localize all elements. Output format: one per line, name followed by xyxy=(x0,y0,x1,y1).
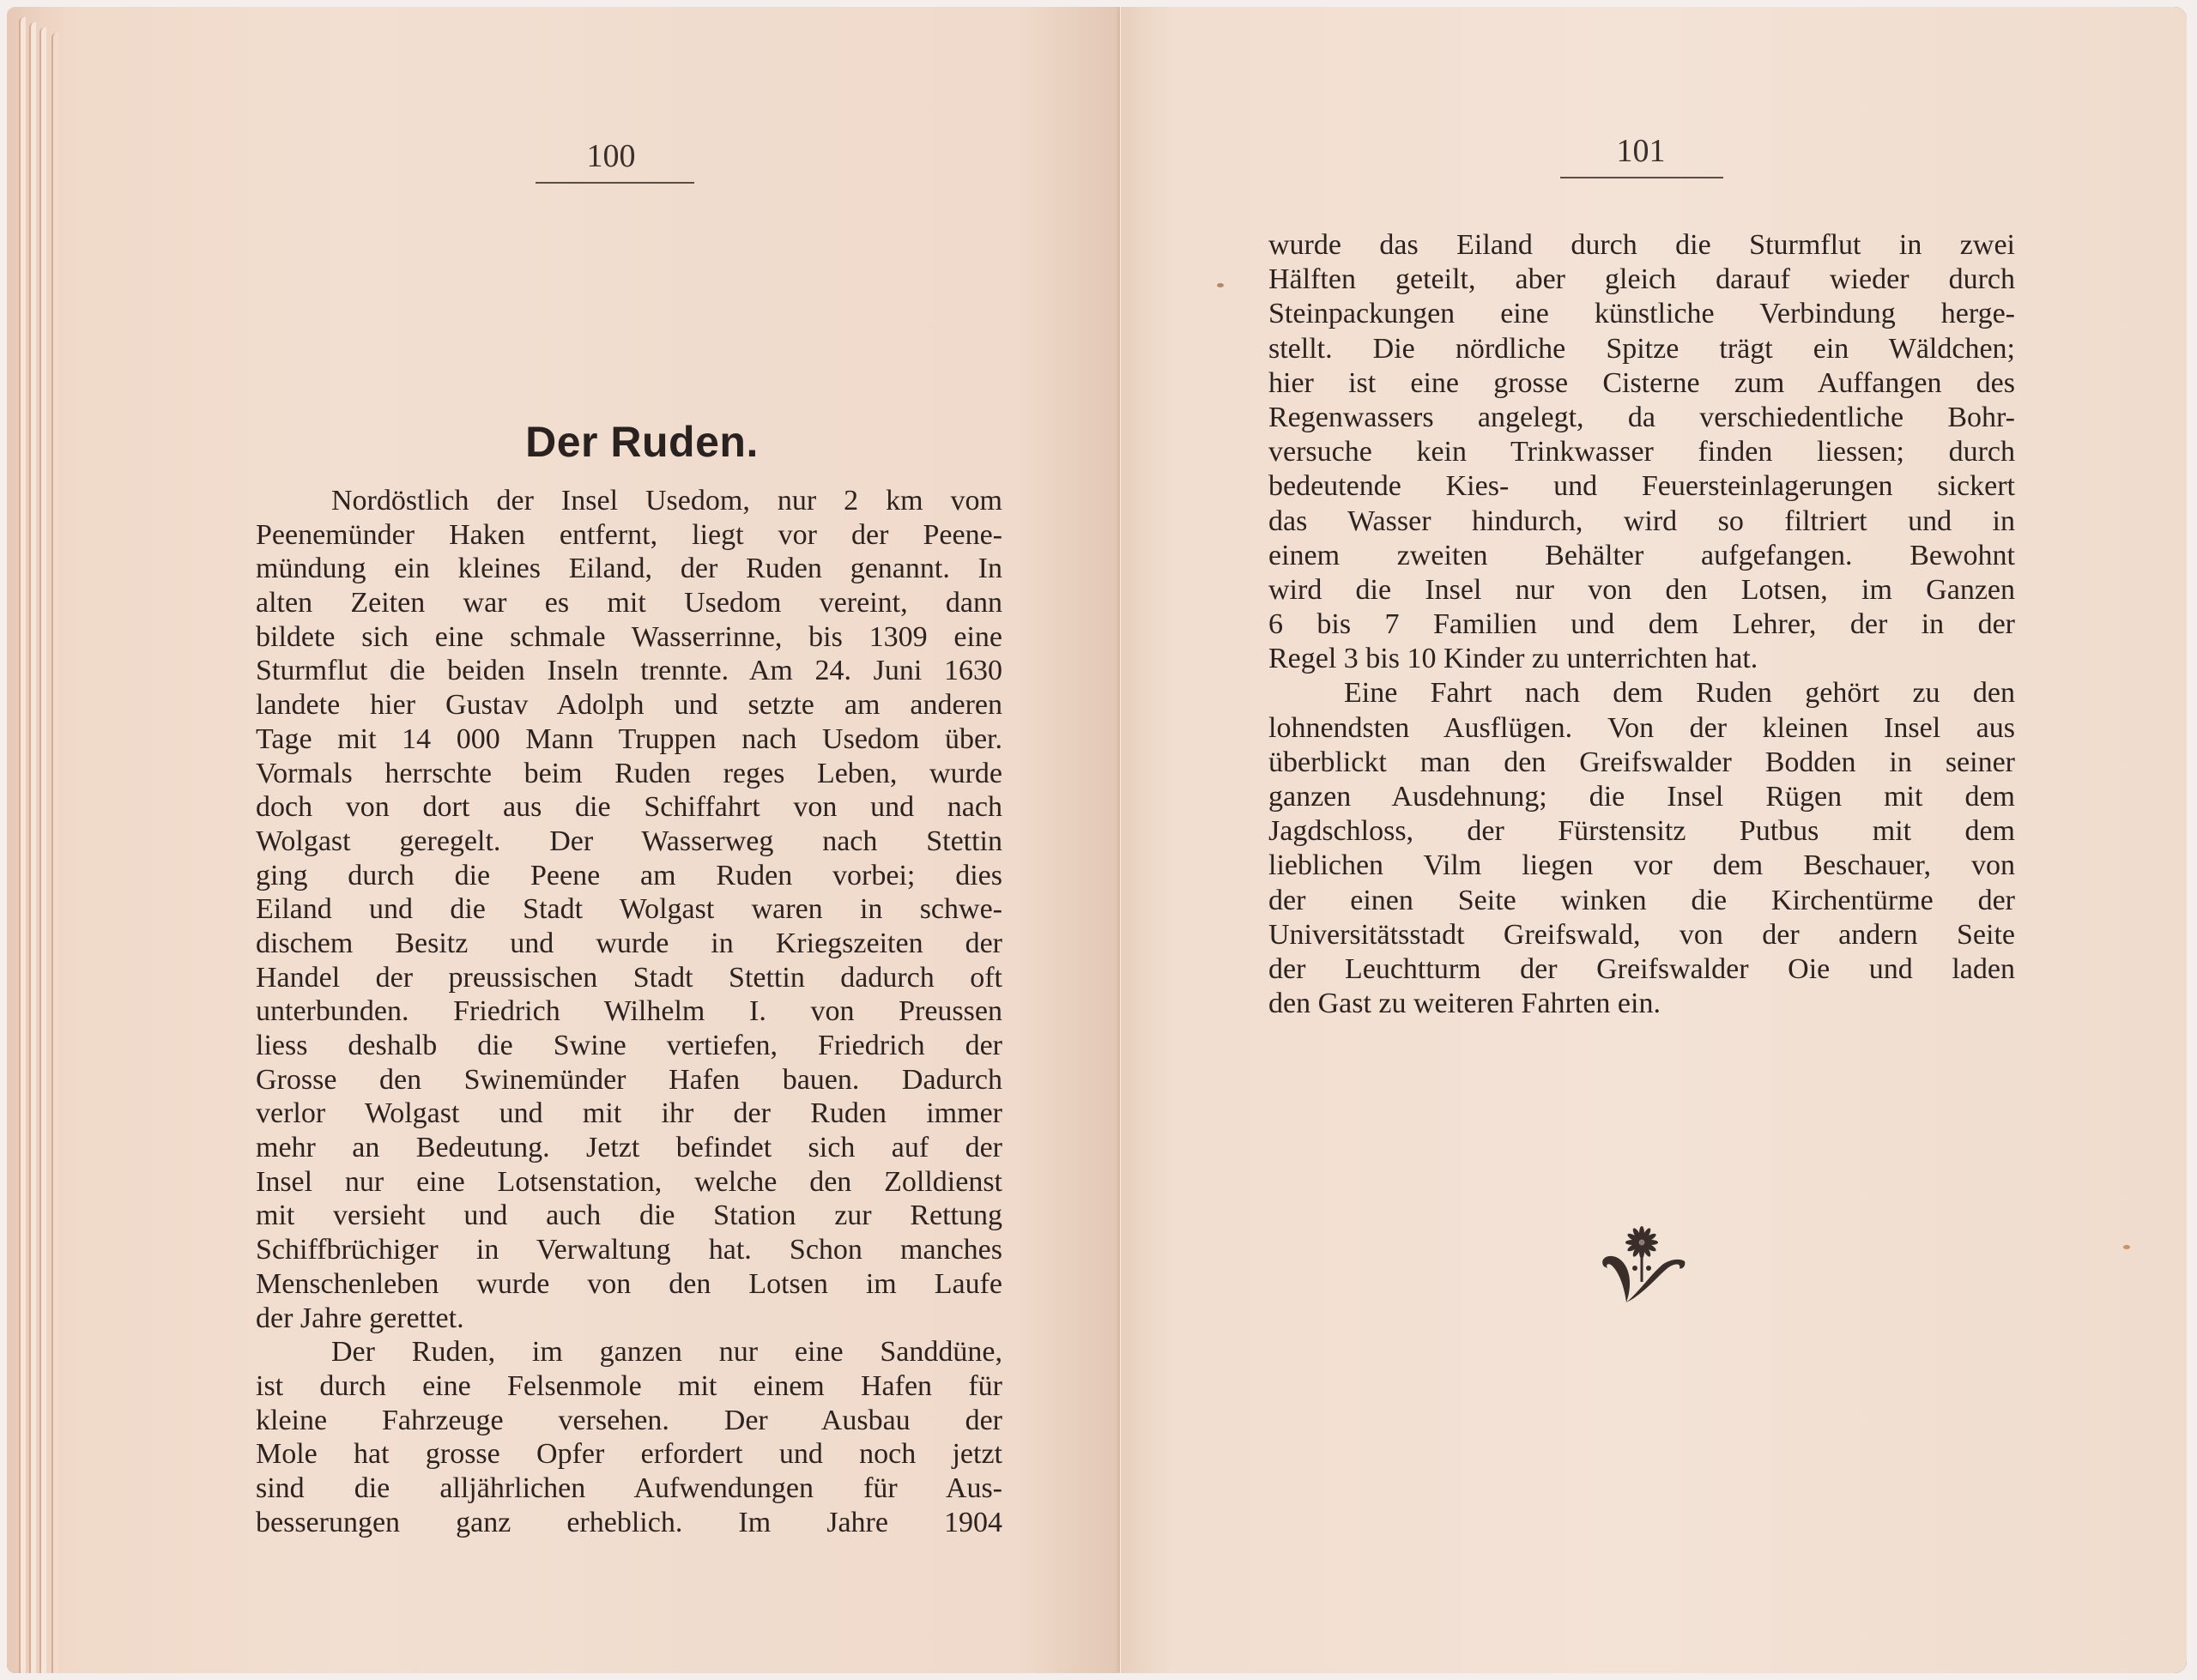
text-line: lieblichen Vilm liegen vor dem Beschauer, von xyxy=(1268,849,2015,882)
text-line: Universitätsstadt Greifswald, von der andern Seite xyxy=(1268,918,2015,951)
book-spread xyxy=(7,7,2187,1673)
left-page xyxy=(7,7,1121,1673)
text-line: dischem Besitz und wurde in Kriegszeiten der xyxy=(256,927,1002,959)
text-line: ganzen Ausdehnung; die Insel Rügen mit dem xyxy=(1268,781,2015,813)
text-line: landete hier Gustav Adolph und setzte am anderen xyxy=(256,689,1002,722)
text-line: der Jahre gerettet. xyxy=(256,1302,464,1334)
text-line: einem zweiten Behälter aufgefangen. Bewohnt xyxy=(1268,539,2015,571)
text-line: Mole hat grosse Opfer erfordert und noch jetzt xyxy=(256,1438,1002,1471)
right-page-body xyxy=(1268,228,2015,1021)
text-line: Eine Fahrt nach dem Ruden gehört zu den xyxy=(1344,677,2015,710)
text-line: versuche kein Trinkwasser finden liessen; durch xyxy=(1268,436,2015,468)
paper-speck xyxy=(2123,1245,2130,1249)
text-line: Regenwassers angelegt, da verschiedentliche Bohr- xyxy=(1268,401,2015,433)
text-line: wird die Insel nur von den Lotsen, im Ganzen xyxy=(1268,573,2015,606)
page-stack-edges xyxy=(7,7,67,1673)
flower-ornament-icon xyxy=(1590,1224,1693,1309)
paper-speck xyxy=(1217,283,1224,287)
text-line: bedeutende Kies- und Feuersteinlagerungen sickert xyxy=(1268,470,2015,503)
text-line: alten Zeiten war es mit Usedom vereint, dann xyxy=(256,587,1002,619)
text-line: stellt. Die nördliche Spitze trägt ein Wäldchen; xyxy=(1268,332,2015,365)
text-line: Nordöstlich der Insel Usedom, nur 2 km vom xyxy=(331,485,1002,517)
text-line: wurde das Eiland durch die Sturmflut in zwei xyxy=(1268,229,2015,261)
text-line: Schiffbrüchiger in Verwaltung hat. Schon manches xyxy=(256,1234,1002,1266)
text-line: doch von dort aus die Schiffahrt von und nach xyxy=(256,791,1002,824)
text-line: Insel nur eine Lotsenstation, welche den Zolldienst xyxy=(256,1165,1002,1198)
text-line: ging durch die Peene am Ruden vorbei; dies xyxy=(256,859,1002,891)
page-number-rule-left xyxy=(536,182,694,184)
chapter-heading: Der Ruden. xyxy=(525,418,759,466)
text-line: liess deshalb die Swine vertiefen, Friedrich der xyxy=(256,1030,1002,1061)
text-line: den Gast zu weiteren Fahrten ein. xyxy=(1268,988,1661,1020)
text-line: unterbunden. Friedrich Wilhelm I. von Preussen xyxy=(256,995,1002,1028)
text-line: Sturmflut die beiden Inseln trennte. Am 24. Juni 1630 xyxy=(256,655,1002,687)
text-line: besserungen ganz erheblich. Im Jahre 1904 xyxy=(256,1506,1002,1538)
text-line: mit versieht und auch die Station zur Rettung xyxy=(256,1200,1002,1232)
text-line: Vormals herrschte beim Ruden reges Leben, wurde xyxy=(256,757,1002,789)
text-line: Peenemünder Haken entfernt, liegt vor der Peene- xyxy=(256,518,1002,551)
page-number-rule-right xyxy=(1560,177,1723,178)
text-line: 6 bis 7 Familien und dem Lehrer, der in der xyxy=(1268,608,2015,641)
text-line: Handel der preussischen Stadt Stettin dadurch oft xyxy=(256,961,1002,994)
text-line: Jagdschloss, der Fürstensitz Putbus mit dem xyxy=(1268,815,2015,848)
text-line: der einen Seite winken die Kirchentürme der xyxy=(1268,884,2015,916)
text-line: das Wasser hindurch, wird so filtriert und in xyxy=(1268,505,2015,537)
text-line: sind die alljährlichen Aufwendungen für Aus- xyxy=(256,1472,1002,1504)
text-line: Grosse den Swinemünder Hafen bauen. Dadurch xyxy=(256,1063,1002,1096)
text-line: Steinpackungen eine künstliche Verbindung herge- xyxy=(1268,298,2015,330)
text-line: Eiland und die Stadt Wolgast waren in schwe- xyxy=(256,893,1002,926)
text-line: verlor Wolgast und mit ihr der Ruden immer xyxy=(256,1097,1002,1130)
page-number-left: 100 xyxy=(586,138,636,174)
text-line: hier ist eine grosse Cisterne zum Auffangen des xyxy=(1268,366,2015,399)
text-line: überblickt man den Greifswalder Bodden in seiner xyxy=(1268,746,2015,778)
text-line: Menschenleben wurde von den Lotsen im Laufe xyxy=(256,1267,1002,1300)
text-line: der Leuchtturm der Greifswalder Oie und laden xyxy=(1268,952,2015,985)
text-line: ist durch eine Felsenmole mit einem Hafen für xyxy=(256,1369,1002,1402)
text-line: Tage mit 14 000 Mann Truppen nach Usedom über. xyxy=(256,722,1002,755)
text-line: Wolgast geregelt. Der Wasserweg nach Stettin xyxy=(256,825,1002,857)
text-line: Hälften geteilt, aber gleich darauf wieder durch xyxy=(1268,263,2015,296)
text-line: mündung ein kleines Eiland, der Ruden genannt. In xyxy=(256,553,1002,585)
text-line: kleine Fahrzeuge versehen. Der Ausbau der xyxy=(256,1404,1002,1436)
text-line: lohnendsten Ausflügen. Von der kleinen Insel aus xyxy=(1268,711,2015,744)
text-line: mehr an Bedeutung. Jetzt befindet sich auf der xyxy=(256,1132,1002,1164)
right-page xyxy=(1121,7,2187,1673)
text-line: Der Ruden, im ganzen nur eine Sanddüne, xyxy=(331,1336,1002,1369)
text-line: Regel 3 bis 10 Kinder zu unterrichten hat. xyxy=(1268,643,1758,675)
text-line: bildete sich eine schmale Wasserrinne, bis 1309 eine xyxy=(256,620,1002,653)
left-page-body xyxy=(256,484,1002,1539)
page-number-right: 101 xyxy=(1616,133,1666,169)
